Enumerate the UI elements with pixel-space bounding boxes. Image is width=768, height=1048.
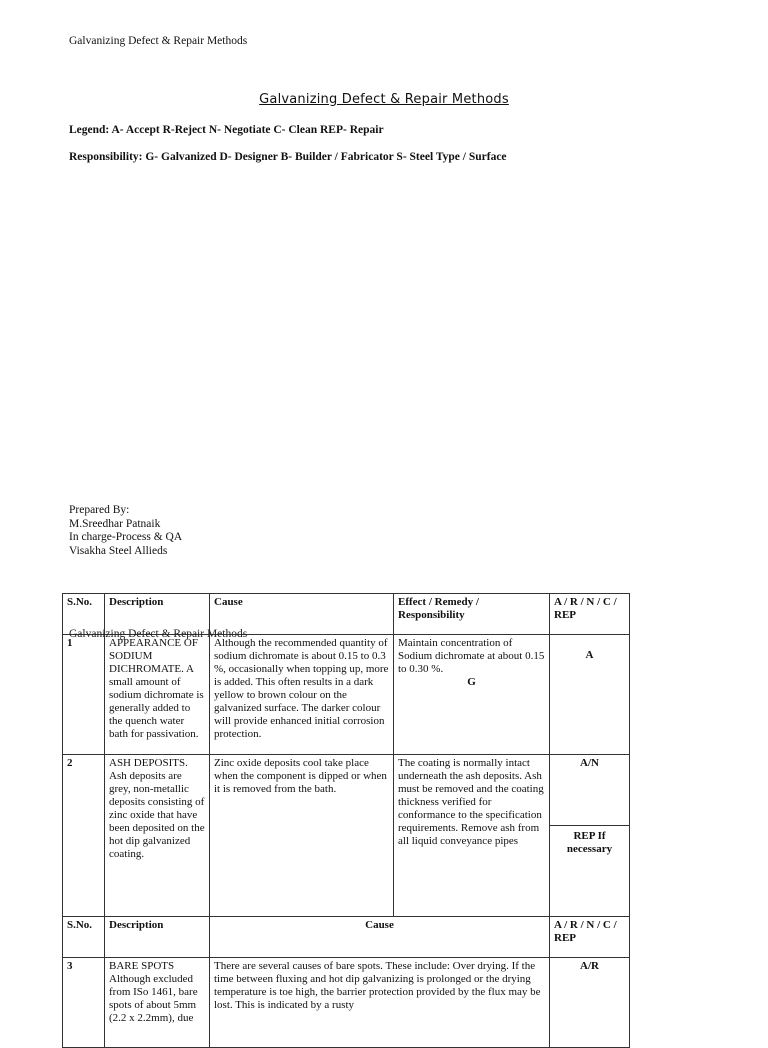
- row-description: BARE SPOTS Although excluded from ISo 1461, bare spots of about 5mm (2.2 x 2.2mm), due: [105, 958, 210, 1048]
- header-effect: Effect / Remedy / Responsibility: [394, 594, 550, 635]
- author-company: Visakha Steel Allieds: [69, 544, 168, 557]
- prepared-by-block: [69, 504, 182, 558]
- row-cause: There are several causes of bare spots. These include: Over drying. If the time between fluxing and hot dip galvanizing is prolonged or the drying temperature is toe high, the barrier protection provided by the flux may be lost. This is indicated by a rusty: [210, 958, 550, 1048]
- overlapping-running-header: Galvanizing Defect & Repair Methods: [69, 628, 248, 640]
- row-sno: 3: [63, 958, 105, 1048]
- row-effect: [394, 635, 550, 755]
- author-name: M.Sreedhar Patnaik: [69, 517, 161, 530]
- header-arnc: A / R / N / C / REP: [550, 917, 630, 958]
- responsibility-line: Responsibility: G- Galvanized D- Designer B- Builder / Fabricator S- Steel Type / Surface: [69, 151, 507, 163]
- legend-line: Legend: A- Accept R-Reject N- Negotiate C- Clean REP- Repair: [69, 124, 384, 136]
- row-effect: The coating is normally intact underneath the ash deposits. Ash must be removed and the coating thickness verified for conformance to the specification requirements. Remove ash from all liquid conveyance pipes: [394, 755, 550, 917]
- header-cause: Cause: [210, 594, 394, 635]
- row-description: APPEARANCE OF SODIUM DICHROMATE. A small amount of sodium dichromate is generally added to the quench water bath for passivation.: [105, 635, 210, 755]
- table-header-row-2: [63, 917, 630, 958]
- header-description: Description: [105, 917, 210, 958]
- row-cause: Although the recommended quantity of sodium dichromate is about 0.15 to 0.3 %, occasionally when topping up, more is added. This often results in a dark yellow to brown colour on the galvanized surface. The darker colour will provide enhanced initial corrosion protection.: [210, 635, 394, 755]
- table-row: [63, 958, 630, 1048]
- row-arnc: A/R: [550, 958, 630, 1048]
- row-sno: 1: [63, 635, 105, 755]
- table-row: [63, 755, 630, 917]
- row-arnc: A: [550, 635, 630, 755]
- prepared-by-label: Prepared By:: [69, 504, 130, 516]
- defect-table: [62, 593, 630, 1048]
- header-arnc: A / R / N / C / REP: [550, 594, 630, 635]
- running-header: Galvanizing Defect & Repair Methods: [69, 35, 248, 47]
- header-sno: S.No.: [63, 594, 105, 635]
- header-sno: S.No.: [63, 917, 105, 958]
- document-title: Galvanizing Defect & Repair Methods: [259, 92, 509, 107]
- row-effect-text: Maintain concentration of Sodium dichromate at about 0.15 to 0.30 %.: [398, 637, 545, 675]
- row-sno: 2: [63, 755, 105, 917]
- header-description: Description: [105, 594, 210, 635]
- row-arnc-top: A/N: [550, 755, 629, 826]
- author-role: In charge-Process & QA: [69, 531, 183, 543]
- row-arnc-split: [550, 755, 630, 917]
- table-row: [63, 635, 630, 755]
- header-cause: Cause: [210, 917, 550, 958]
- row-cause: Zinc oxide deposits cool take place when the component is dipped or when it is removed from the bath.: [210, 755, 394, 917]
- row-arnc-bottom: REP If necessary: [566, 830, 613, 855]
- row-description: ASH DEPOSITS. Ash deposits are grey, non-metallic deposits consisting of zinc oxide that have been deposited on the hot dip galvanized coating.: [105, 755, 210, 917]
- row-effect-responsibility: G: [467, 676, 476, 688]
